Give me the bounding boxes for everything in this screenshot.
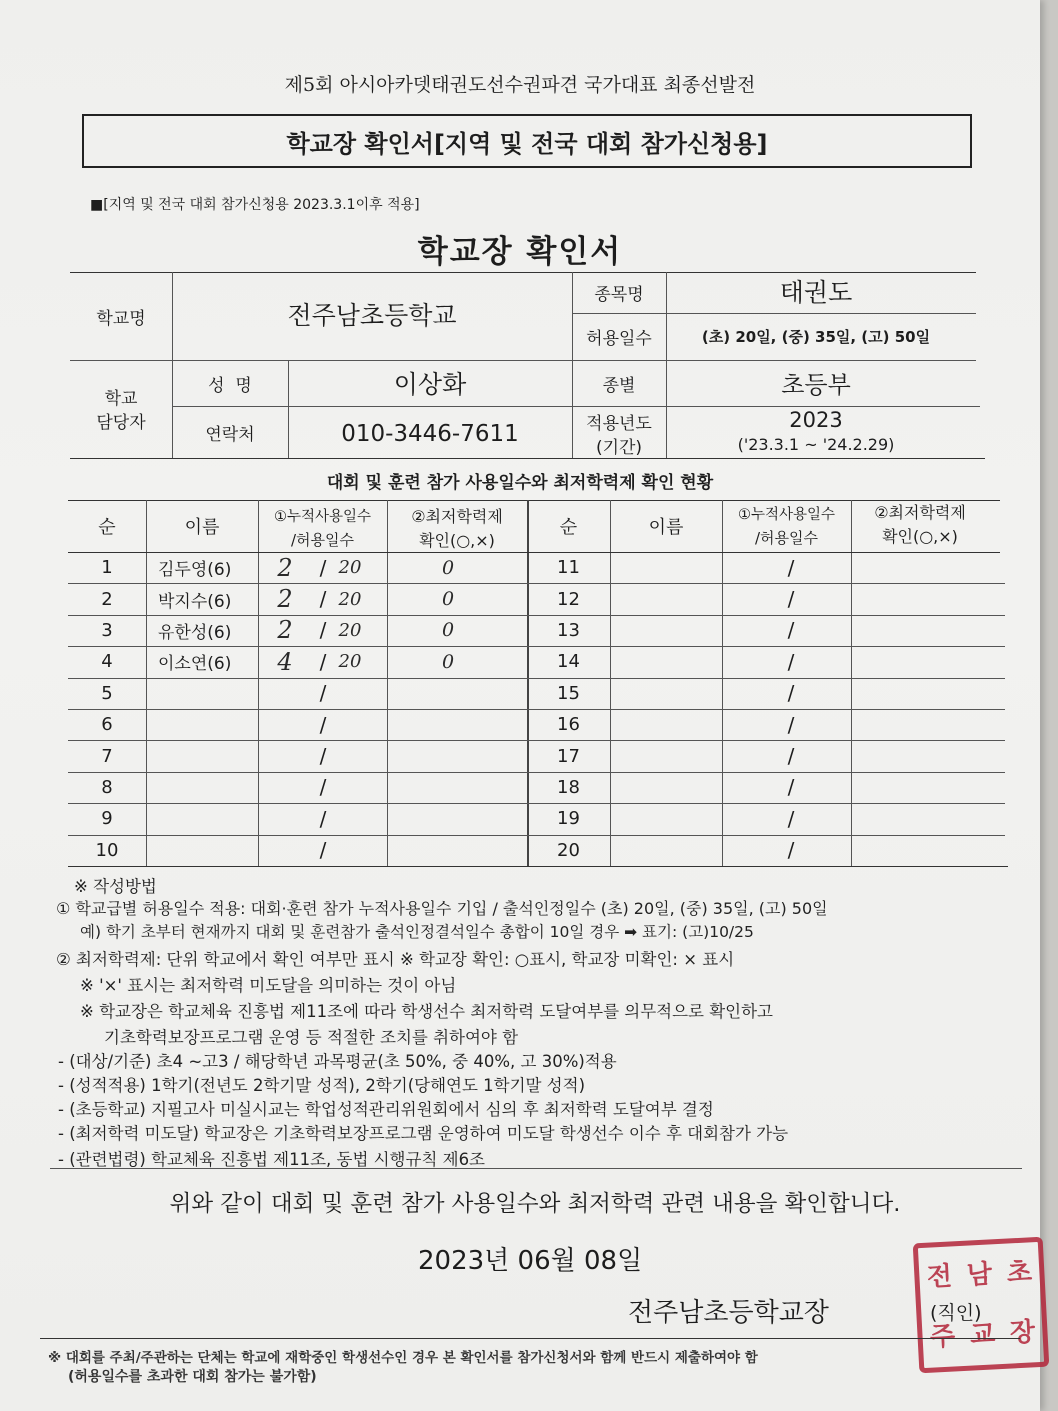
used-days	[270, 803, 300, 834]
year-value: 2023	[789, 408, 843, 432]
days-separator: /	[787, 649, 795, 674]
days-separator: /	[787, 712, 795, 737]
days-separator: /	[319, 775, 327, 800]
allowed-days	[330, 835, 370, 866]
manager-label-line2: 담당자	[96, 412, 146, 433]
stamp-char: 초	[1006, 1257, 1033, 1289]
allowed-days: 20	[338, 557, 362, 579]
row-no: 4	[101, 651, 113, 673]
min-academic-check	[851, 772, 989, 803]
used-days: 2	[277, 553, 293, 582]
allowed-days	[330, 772, 370, 803]
row-no: 20	[557, 839, 580, 861]
used-days	[270, 835, 300, 866]
days-separator: /	[787, 618, 795, 643]
note-6: 기초학력보장프로그램 운영 등 적절한 조치를 취하여야 함	[104, 1028, 519, 1047]
header-days-right-2: /허용일수	[754, 528, 818, 547]
student-name	[158, 803, 258, 834]
min-academic-check	[420, 678, 476, 709]
row-no: 8	[101, 776, 113, 798]
year-label-line2: (기간)	[595, 437, 643, 458]
header-days-left-2: /허용일수	[290, 530, 354, 549]
min-academic-check: 0	[441, 588, 455, 611]
status-title: 대회 및 훈련 참가 사용일수와 최저학력제 확인 현황	[326, 473, 714, 493]
issue-date: 2023년 06월 08일	[418, 1246, 643, 1276]
note-1: ① 학교급별 허용일수 적용: 대회·훈련 참가 누적사용일수 기입 / 출석인정일수 (초) 20일, (중) 35일, (고) 50일	[56, 899, 828, 918]
days-separator: /	[319, 649, 327, 674]
student-name	[620, 835, 720, 866]
stamp-char: 전	[926, 1261, 953, 1293]
min-academic-check	[851, 803, 989, 834]
days-separator: /	[787, 587, 795, 612]
allowed-days: 20	[338, 619, 362, 641]
min-academic-check	[851, 740, 989, 771]
header-no-left: 순	[98, 517, 116, 538]
row-no: 9	[101, 808, 113, 830]
days-separator: /	[319, 587, 327, 612]
days-separator: /	[787, 838, 795, 863]
year-label-line1: 적용년도	[586, 413, 652, 434]
row-no: 16	[557, 714, 580, 736]
note-heading: ※ 작성방법	[74, 877, 157, 896]
stamp-char: 남	[966, 1259, 993, 1291]
student-name: 유한성(6)	[158, 622, 232, 643]
row-no: 1	[101, 557, 113, 579]
row-no: 11	[557, 557, 580, 579]
header-name-left: 이름	[184, 517, 220, 538]
student-name: 김두영(6)	[158, 560, 232, 581]
allowed-days	[330, 740, 370, 771]
note-9: - (초등학교) 지필고사 미실시교는 학업성적관리위원회에서 심의 후 최저학력 도달여부 결정	[58, 1100, 714, 1119]
header-no-right: 순	[559, 517, 578, 538]
row-no: 17	[557, 745, 580, 767]
student-name	[620, 678, 720, 709]
allowed-days-label: 허용일수	[586, 329, 652, 349]
min-academic-check: 0	[441, 619, 455, 642]
used-days	[270, 772, 300, 803]
division-value: 초등부	[781, 370, 851, 399]
student-name	[620, 740, 720, 771]
note-8: - (성적적용) 1학기(전년도 2학기말 성적), 2학기(당해연도 1학기말 성적)	[58, 1076, 586, 1095]
row-no: 13	[557, 619, 580, 641]
student-name	[620, 772, 720, 803]
used-days	[270, 740, 300, 771]
days-separator: /	[787, 806, 795, 831]
days-separator: /	[787, 775, 795, 800]
days-separator: /	[319, 681, 327, 706]
contact-label: 연락처	[205, 424, 255, 445]
row-no: 14	[557, 651, 580, 673]
days-separator: /	[319, 744, 327, 769]
min-academic-check	[420, 740, 476, 771]
days-separator: /	[319, 555, 327, 580]
student-name	[158, 835, 258, 866]
student-name	[158, 678, 258, 709]
note-3: ② 최저학력제: 단위 학교에서 확인 여부만 표시 ※ 학교장 확인: ○표시, 학교장 미확인: × 표시	[56, 950, 735, 969]
student-name	[158, 740, 258, 771]
min-academic-check	[420, 803, 476, 834]
stamp-char: 교	[969, 1319, 996, 1351]
allowed-days	[330, 803, 370, 834]
stamp-char: 주	[929, 1321, 956, 1353]
allowed-days	[330, 709, 370, 740]
student-name	[620, 583, 720, 614]
form-title: 학교장 확인서	[417, 234, 623, 270]
min-academic-check	[851, 678, 989, 709]
days-separator: /	[787, 555, 795, 580]
days-separator: /	[787, 744, 795, 769]
applicability-note: ■[지역 및 전국 대회 참가신청용 2023.3.1이후 적용]	[90, 197, 420, 213]
allowed-days-value: (초) 20일, (중) 35일, (고) 50일	[701, 328, 931, 346]
manager-label-line1: 학교	[104, 388, 138, 409]
used-days: 4	[277, 647, 293, 676]
sport-value: 태권도	[779, 277, 853, 307]
header-days-right-1: ①누적사용일수	[737, 506, 836, 523]
days-separator: /	[319, 806, 327, 831]
school-name-label: 학교명	[96, 308, 146, 329]
footer-note-1: ※ 대회를 주최/주관하는 단체는 학교에 재학중인 학생선수인 경우 본 확인서를 참가신청서와 함께 반드시 제출하여야 함	[48, 1350, 758, 1366]
student-name: 이소연(6)	[158, 654, 232, 675]
days-separator: /	[319, 618, 327, 643]
stamp-char: 장	[1009, 1317, 1036, 1349]
student-name	[620, 709, 720, 740]
student-name	[158, 709, 258, 740]
note-5: ※ 학교장은 학교체육 진흥법 제11조에 따라 학생선수 최저학력 도달여부를 의무적으로 확인하고	[80, 1002, 773, 1021]
school-name-value: 전주남초등학교	[287, 301, 457, 330]
header-check-left-1: ②최저학력제	[411, 506, 503, 526]
student-name	[620, 803, 720, 834]
signer-name: 전주남초등학교장	[628, 1298, 829, 1328]
min-academic-check	[420, 835, 476, 866]
footer-note-2: (허용일수를 초과한 대회 참가는 불가함)	[68, 1369, 317, 1385]
note-10: - (최저학력 미도달) 학교장은 기초학력보장프로그램 운영하여 미도달 학생선수 이수 후 대회참가 가능	[58, 1124, 789, 1143]
header-check-left-2: 확인(○,×)	[419, 530, 495, 550]
min-academic-check	[851, 646, 989, 677]
student-name: 박지수(6)	[158, 591, 232, 612]
note-11: - (관련법령) 학교체육 진흥법 제11조, 동법 시행규칙 제6조	[58, 1150, 485, 1169]
row-no: 19	[557, 808, 580, 830]
row-no: 15	[557, 682, 580, 704]
min-academic-check	[420, 709, 476, 740]
days-separator: /	[787, 681, 795, 706]
row-no: 3	[101, 619, 113, 641]
student-name	[620, 615, 720, 646]
row-no: 7	[101, 745, 113, 767]
row-no: 2	[101, 588, 113, 610]
event-title: 제5회 아시아카뎃태권도선수권파견 국가대표 최종선발전	[284, 74, 756, 96]
allowed-days	[330, 678, 370, 709]
confirmation-statement: 위와 같이 대회 및 훈련 참가 사용일수와 최저학력 관련 내용을 확인합니다.	[169, 1191, 901, 1217]
min-academic-check	[851, 552, 989, 583]
student-name	[620, 646, 720, 677]
min-academic-check	[851, 615, 989, 646]
header-check-right-2: 확인(○,×)	[882, 526, 958, 546]
used-days: 2	[277, 585, 293, 614]
min-academic-check: 0	[441, 556, 455, 579]
name-label: 성 명	[208, 375, 252, 396]
header-box-title: 학교장 확인서[지역 및 전국 대회 참가신청용]	[82, 114, 972, 168]
division-label: 종별	[602, 375, 636, 396]
min-academic-check	[851, 583, 989, 614]
note-7: - (대상/기준) 초4 ~고3 / 해당학년 과목평균(초 50%, 중 40%, 고 30%)적용	[58, 1052, 617, 1071]
row-no: 6	[101, 714, 113, 736]
days-separator: /	[319, 838, 327, 863]
sport-label: 종목명	[594, 285, 644, 305]
days-separator: /	[319, 712, 327, 737]
row-no: 18	[557, 776, 580, 798]
min-academic-check	[851, 835, 989, 866]
allowed-days: 20	[338, 651, 362, 673]
used-days: 2	[277, 616, 293, 645]
student-name	[620, 552, 720, 583]
min-academic-check: 0	[441, 650, 455, 673]
period-value: ('23.3.1 ~ '24.2.29)	[737, 434, 895, 454]
seal-mark: (직인)	[930, 1302, 982, 1324]
note-4: ※ '×' 표시는 최저학력 미도달을 의미하는 것이 아님	[80, 976, 457, 995]
row-no: 12	[557, 588, 580, 610]
header-days-left-1: ①누적사용일수	[273, 508, 372, 525]
allowed-days: 20	[338, 588, 362, 610]
note-2: 예) 학기 초부터 현재까지 대회 및 훈련참가 출석인정결석일수 총합이 10일 경우 ➡ 표기: (고)10/25	[80, 923, 754, 941]
used-days	[270, 709, 300, 740]
row-no: 10	[95, 839, 119, 861]
used-days	[270, 678, 300, 709]
header-name-right: 이름	[648, 517, 684, 538]
header-check-right-1: ②최저학력제	[874, 502, 966, 522]
min-academic-check	[851, 709, 989, 740]
row-no: 5	[101, 682, 113, 704]
student-name	[158, 772, 258, 803]
contact-value: 010-3446-7611	[341, 421, 519, 447]
manager-name-value: 이상화	[393, 370, 467, 399]
min-academic-check	[420, 772, 476, 803]
